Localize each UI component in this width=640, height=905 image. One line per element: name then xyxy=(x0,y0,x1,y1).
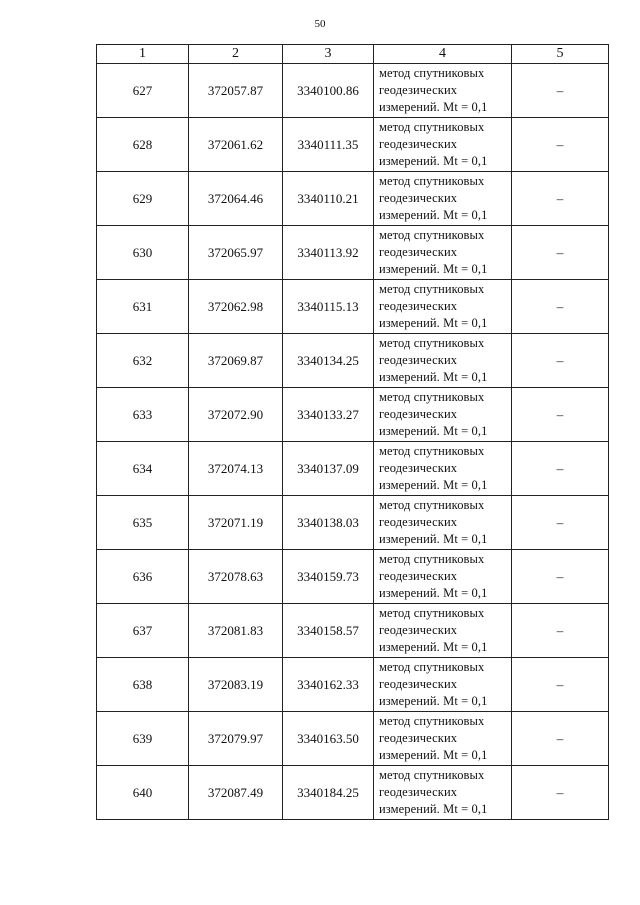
point-number-cell: 627 xyxy=(97,64,189,118)
table-row xyxy=(97,334,609,388)
x-coordinate-cell: 372064.46 xyxy=(189,172,283,226)
method-text-line-1: метод спутниковых xyxy=(379,336,485,350)
method-text-line-1: метод спутниковых xyxy=(379,174,485,188)
method-text-line-2: геодезических xyxy=(379,407,458,421)
x-coordinate-cell: 372072.90 xyxy=(189,388,283,442)
point-number-cell: 631 xyxy=(97,280,189,334)
method-text-line-2: геодезических xyxy=(379,353,458,367)
table-row xyxy=(97,496,609,550)
page-number: 50 xyxy=(314,18,326,30)
point-number-cell: 636 xyxy=(97,550,189,604)
y-coordinate-cell: 3340110.21 xyxy=(283,172,374,226)
note-cell: – xyxy=(512,118,609,172)
note-cell: – xyxy=(512,172,609,226)
method-cell xyxy=(374,64,512,118)
y-coordinate-cell: 3340113.92 xyxy=(283,226,374,280)
y-coordinate-cell: 3340134.25 xyxy=(283,334,374,388)
x-coordinate-cell: 372079.97 xyxy=(189,712,283,766)
x-coordinate-cell: 372083.19 xyxy=(189,658,283,712)
point-number-cell: 632 xyxy=(97,334,189,388)
table-row xyxy=(97,766,609,820)
point-number-cell: 630 xyxy=(97,226,189,280)
header-col-3: 3 xyxy=(283,45,374,64)
method-text-line-3: измерений. Mt = 0,1 xyxy=(379,640,488,654)
y-coordinate-cell: 3340137.09 xyxy=(283,442,374,496)
method-cell xyxy=(374,550,512,604)
method-text-line-2: геодезических xyxy=(379,677,458,691)
method-text-line-3: измерений. Mt = 0,1 xyxy=(379,154,488,168)
y-coordinate-cell: 3340138.03 xyxy=(283,496,374,550)
method-text-line-3: измерений. Mt = 0,1 xyxy=(379,694,488,708)
y-coordinate-cell: 3340100.86 xyxy=(283,64,374,118)
point-number-cell: 634 xyxy=(97,442,189,496)
method-text-line-3: измерений. Mt = 0,1 xyxy=(379,748,488,762)
method-text-line-1: метод спутниковых xyxy=(379,552,485,566)
method-text-line-2: геодезических xyxy=(379,83,458,97)
method-text-line-1: метод спутниковых xyxy=(379,66,485,80)
method-text-line-3: измерений. Mt = 0,1 xyxy=(379,424,488,438)
y-coordinate-cell: 3340111.35 xyxy=(283,118,374,172)
method-text-line-2: геодезических xyxy=(379,569,458,583)
method-text-line-3: измерений. Mt = 0,1 xyxy=(379,532,488,546)
y-coordinate-cell: 3340162.33 xyxy=(283,658,374,712)
method-text-line-2: геодезических xyxy=(379,299,458,313)
method-text-line-3: измерений. Mt = 0,1 xyxy=(379,208,488,222)
table-row xyxy=(97,388,609,442)
method-text-line-3: измерений. Mt = 0,1 xyxy=(379,370,488,384)
method-text-line-1: метод спутниковых xyxy=(379,120,485,134)
method-text-line-2: геодезических xyxy=(379,245,458,259)
y-coordinate-cell: 3340159.73 xyxy=(283,550,374,604)
x-coordinate-cell: 372081.83 xyxy=(189,604,283,658)
method-text-line-1: метод спутниковых xyxy=(379,282,485,296)
method-text-line-1: метод спутниковых xyxy=(379,768,485,782)
method-text-line-2: геодезических xyxy=(379,731,458,745)
x-coordinate-cell: 372069.87 xyxy=(189,334,283,388)
method-cell xyxy=(374,658,512,712)
method-text-line-3: измерений. Mt = 0,1 xyxy=(379,478,488,492)
point-number-cell: 628 xyxy=(97,118,189,172)
note-cell: – xyxy=(512,334,609,388)
table-row xyxy=(97,442,609,496)
method-text-line-2: геодезических xyxy=(379,137,458,151)
x-coordinate-cell: 372078.63 xyxy=(189,550,283,604)
header-col-1: 1 xyxy=(97,45,189,64)
method-cell xyxy=(374,334,512,388)
method-text-line-1: метод спутниковых xyxy=(379,498,485,512)
method-text-line-3: измерений. Mt = 0,1 xyxy=(379,316,488,330)
y-coordinate-cell: 3340158.57 xyxy=(283,604,374,658)
x-coordinate-cell: 372087.49 xyxy=(189,766,283,820)
x-coordinate-cell: 372057.87 xyxy=(189,64,283,118)
method-text-line-3: измерений. Mt = 0,1 xyxy=(379,100,488,114)
method-cell xyxy=(374,118,512,172)
table-row xyxy=(97,658,609,712)
point-number-cell: 633 xyxy=(97,388,189,442)
y-coordinate-cell: 3340115.13 xyxy=(283,280,374,334)
table-row xyxy=(97,118,609,172)
method-text-line-1: метод спутниковых xyxy=(379,660,485,674)
note-cell: – xyxy=(512,550,609,604)
header-col-5: 5 xyxy=(512,45,609,64)
note-cell: – xyxy=(512,280,609,334)
method-cell xyxy=(374,388,512,442)
method-cell xyxy=(374,172,512,226)
point-number-cell: 629 xyxy=(97,172,189,226)
table-row xyxy=(97,64,609,118)
method-text-line-2: геодезических xyxy=(379,515,458,529)
method-text-line-2: геодезических xyxy=(379,191,458,205)
y-coordinate-cell: 3340163.50 xyxy=(283,712,374,766)
table-row xyxy=(97,280,609,334)
method-cell xyxy=(374,766,512,820)
point-number-cell: 637 xyxy=(97,604,189,658)
table-row xyxy=(97,712,609,766)
method-cell xyxy=(374,442,512,496)
table-body xyxy=(97,64,609,820)
method-text-line-3: измерений. Mt = 0,1 xyxy=(379,586,488,600)
point-number-cell: 635 xyxy=(97,496,189,550)
table-header xyxy=(97,45,609,64)
note-cell: – xyxy=(512,496,609,550)
method-cell xyxy=(374,496,512,550)
header-row xyxy=(97,45,609,64)
y-coordinate-cell: 3340184.25 xyxy=(283,766,374,820)
method-text-line-1: метод спутниковых xyxy=(379,390,485,404)
method-text-line-3: измерений. Mt = 0,1 xyxy=(379,262,488,276)
note-cell: – xyxy=(512,712,609,766)
method-text-line-2: геодезических xyxy=(379,785,458,799)
x-coordinate-cell: 372061.62 xyxy=(189,118,283,172)
x-coordinate-cell: 372071.19 xyxy=(189,496,283,550)
method-text-line-1: метод спутниковых xyxy=(379,444,485,458)
method-cell xyxy=(374,604,512,658)
note-cell: – xyxy=(512,64,609,118)
note-cell: – xyxy=(512,658,609,712)
note-cell: – xyxy=(512,226,609,280)
method-text-line-3: измерений. Mt = 0,1 xyxy=(379,802,488,816)
method-cell xyxy=(374,280,512,334)
method-text-line-1: метод спутниковых xyxy=(379,606,485,620)
x-coordinate-cell: 372065.97 xyxy=(189,226,283,280)
point-number-cell: 639 xyxy=(97,712,189,766)
method-text-line-1: метод спутниковых xyxy=(379,714,485,728)
y-coordinate-cell: 3340133.27 xyxy=(283,388,374,442)
table-row xyxy=(97,550,609,604)
header-col-2: 2 xyxy=(189,45,283,64)
x-coordinate-cell: 372074.13 xyxy=(189,442,283,496)
method-text-line-2: геодезических xyxy=(379,623,458,637)
note-cell: – xyxy=(512,766,609,820)
x-coordinate-cell: 372062.98 xyxy=(189,280,283,334)
header-col-4: 4 xyxy=(374,45,512,64)
table-row xyxy=(97,172,609,226)
method-cell xyxy=(374,226,512,280)
method-cell xyxy=(374,712,512,766)
table-row xyxy=(97,226,609,280)
note-cell: – xyxy=(512,604,609,658)
point-number-cell: 640 xyxy=(97,766,189,820)
method-text-line-2: геодезических xyxy=(379,461,458,475)
point-number-cell: 638 xyxy=(97,658,189,712)
note-cell: – xyxy=(512,388,609,442)
coordinates-table xyxy=(96,44,609,820)
table-row xyxy=(97,604,609,658)
note-cell: – xyxy=(512,442,609,496)
method-text-line-1: метод спутниковых xyxy=(379,228,485,242)
